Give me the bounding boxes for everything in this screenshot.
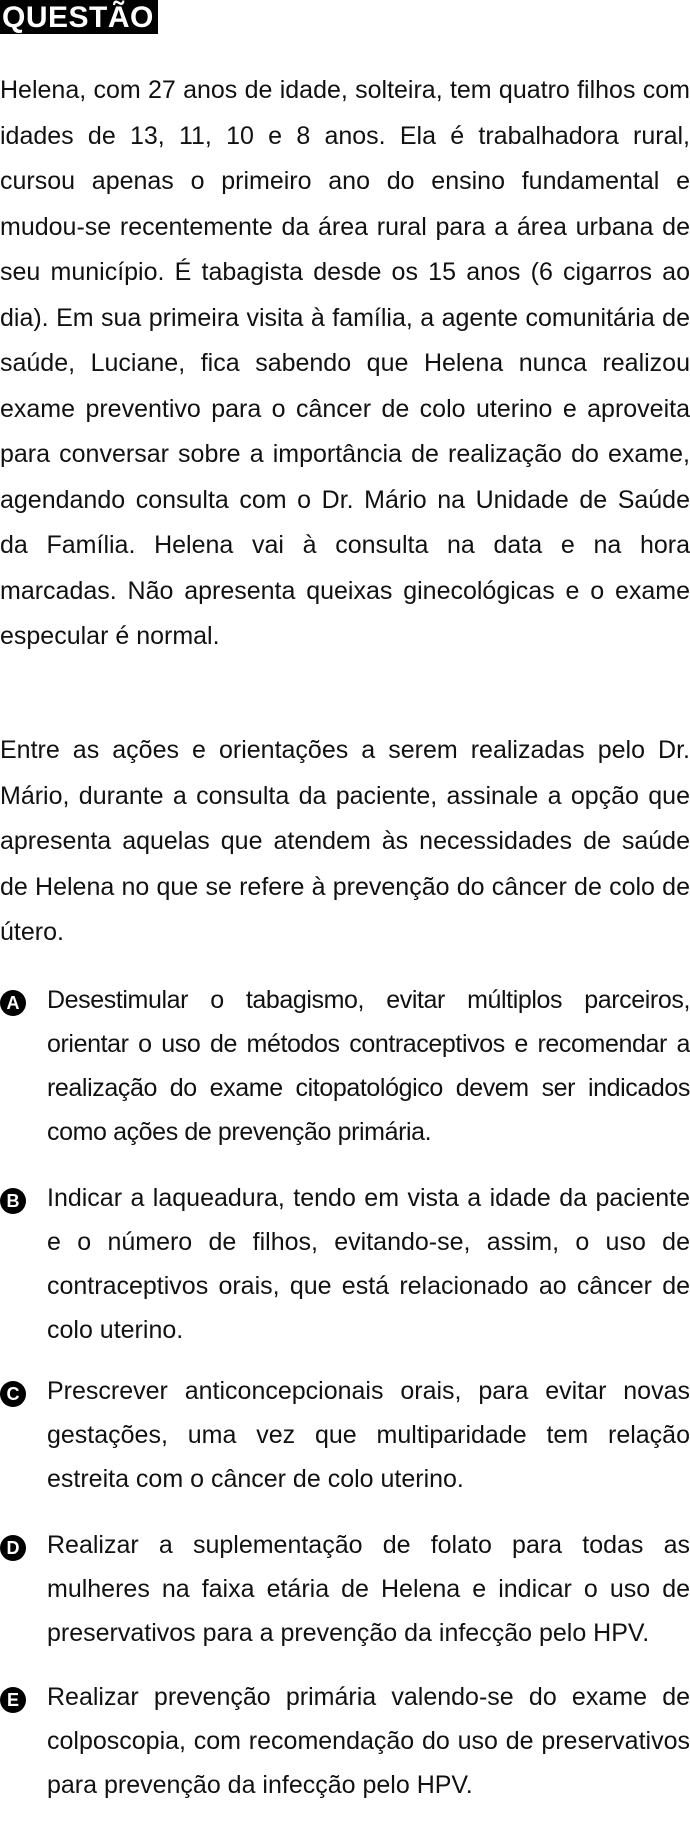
question-prompt: Entre as ações e orientações a serem realizadas pelo Dr. Mário, durante a consulta da paciente, assinale a opção que apresenta aquelas que atendem às necessidades de saúde de Helena no que se refere à prevenção do câncer de colo de útero. bbox=[0, 736, 690, 946]
answer-options bbox=[0, 978, 690, 1828]
option-d[interactable] bbox=[0, 1523, 690, 1655]
option-c[interactable] bbox=[0, 1369, 690, 1501]
option-b[interactable] bbox=[0, 1176, 690, 1352]
option-e-letter-icon: E bbox=[0, 1687, 26, 1713]
option-b-letter-icon: B bbox=[0, 1188, 26, 1214]
option-b-text: Indicar a laqueadura, tendo em vista a idade da paciente e o número de filhos, evitando-se, assim, o uso de contraceptivos orais, que está relacionado ao câncer de colo uterino. bbox=[47, 1184, 690, 1344]
option-d-letter-icon: D bbox=[0, 1535, 26, 1561]
option-e-text: Realizar prevenção primária valendo-se do exame de colposcopia, com recomendação do uso de preservativos para prevenção da infecção pelo HPV. bbox=[47, 1683, 690, 1799]
option-d-text: Realizar a suplementação de folato para todas as mulheres na faixa etária de Helena e indicar o uso de preservativos para a prevenção da infecção pelo HPV. bbox=[47, 1531, 690, 1647]
question-title: QUESTÃO bbox=[0, 0, 158, 34]
question-statement: Helena, com 27 anos de idade, solteira, tem quatro filhos com idades de 13, 11, 10 e 8 anos. Ela é trabalhadora rural, cursou apenas o primeiro ano do ensino fundamental e mudou-se recentemente da área rural para a área urbana de seu município. É tabagista desde os 15 anos (6 cigarros ao dia). Em sua primeira visita à família, a agente comunitária de saúde, Luciane, fica sabendo que Helena nunca realizou exame preventivo para o câncer de colo uterino e aproveita para conversar sobre a importância de realização do exame, agendando consulta com o Dr. Mário na Unidade de Saúde da Família. Helena vai à consulta na data e na hora marcadas. Não apresenta queixas ginecológicas e o exame especular é normal. bbox=[0, 76, 690, 650]
option-a[interactable] bbox=[0, 978, 690, 1154]
option-c-text: Prescrever anticoncepcionais orais, para evitar novas gestações, uma vez que multiparidade tem relação estreita com o câncer de colo uterino. bbox=[47, 1377, 690, 1493]
option-e[interactable] bbox=[0, 1675, 690, 1807]
option-c-letter-icon: C bbox=[0, 1381, 26, 1407]
option-a-text: Desestimular o tabagismo, evitar múltiplos parceiros, orientar o uso de métodos contraceptivos e recomendar a realização do exame citopatológico devem ser indicados como ações de prevenção primária. bbox=[47, 986, 690, 1146]
option-a-letter-icon: A bbox=[0, 990, 26, 1016]
